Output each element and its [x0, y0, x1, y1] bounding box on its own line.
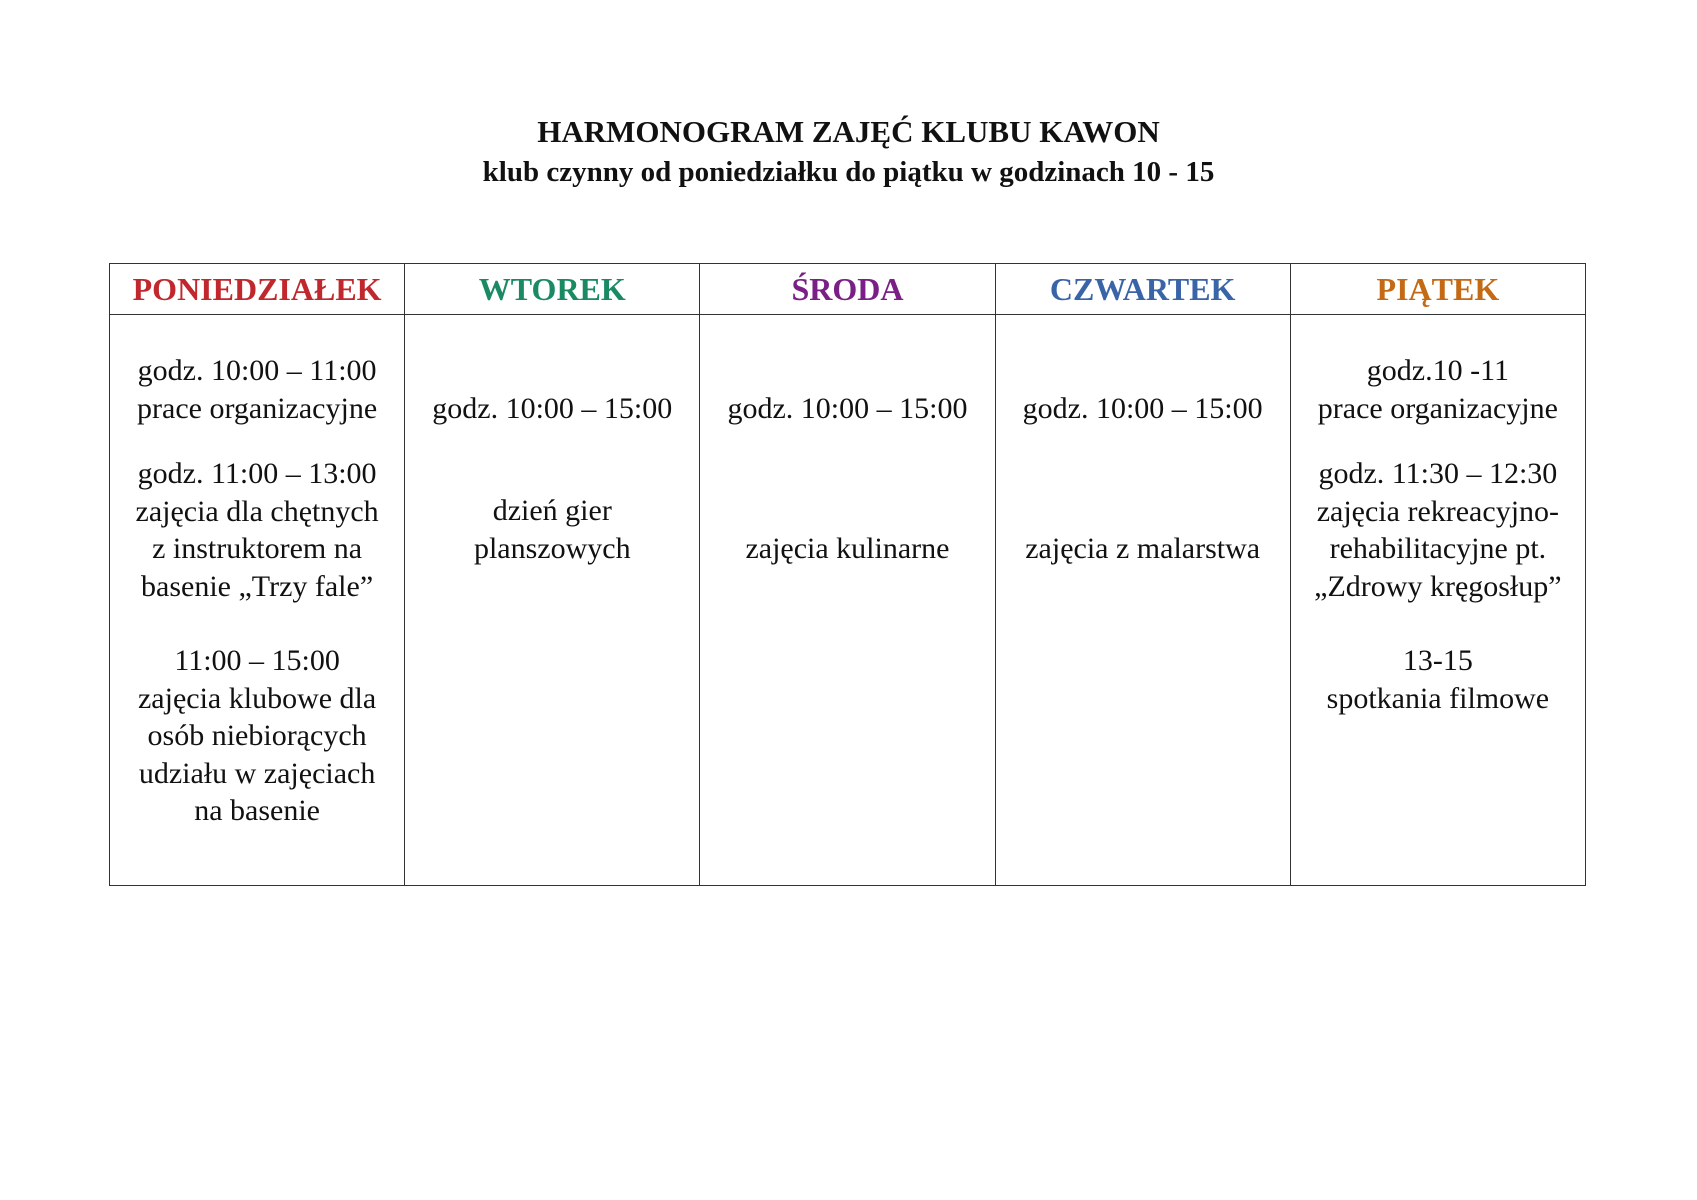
schedule-line: 11:00 – 15:00	[174, 644, 340, 677]
page-title: HARMONOGRAM ZAJĘĆ KLUBU KAWON	[537, 114, 1160, 149]
schedule-line: rehabilitacyjne pt.	[1329, 532, 1547, 565]
schedule-line: godz. 10:00 – 15:00	[432, 392, 673, 425]
page-subtitle: klub czynny od poniedziałku do piątku w godzinach 10 - 15	[482, 156, 1215, 188]
document-header	[0, 112, 1697, 192]
header-friday: PIĄTEK	[1290, 264, 1585, 315]
monday-block-3	[110, 642, 404, 830]
cell-friday	[1290, 315, 1585, 886]
schedule-line: godz.10 -11	[1366, 354, 1509, 387]
day-header-row	[110, 264, 1586, 315]
thursday-block-2	[996, 530, 1290, 568]
thursday-block-1	[996, 390, 1290, 428]
schedule-line: zajęcia z malarstwa	[1025, 532, 1261, 565]
schedule-row	[110, 315, 1586, 886]
schedule-line: zajęcia klubowe dla	[137, 681, 377, 715]
schedule-line: godz. 10:00 – 11:00	[137, 354, 377, 387]
schedule-line: zajęcia rekreacyjno-	[1316, 494, 1560, 528]
schedule-line: godz. 11:30 – 12:30	[1318, 457, 1558, 490]
schedule-line: prace organizacyjne	[137, 391, 378, 425]
wednesday-block-1	[700, 390, 994, 428]
monday-block-1	[110, 352, 404, 427]
schedule-line: godz. 10:00 – 15:00	[1022, 392, 1263, 425]
schedule-line: zajęcia kulinarne	[745, 532, 950, 565]
friday-block-2	[1291, 455, 1585, 605]
schedule-line: zajęcia dla chętnych	[135, 494, 379, 528]
tuesday-block-1	[405, 390, 699, 428]
schedule-line: z instruktorem na	[152, 532, 363, 565]
schedule-line: godz. 11:00 – 13:00	[137, 457, 377, 490]
header-tuesday: WTOREK	[405, 264, 700, 315]
header-monday: PONIEDZIAŁEK	[110, 264, 405, 315]
tuesday-block-2	[405, 492, 699, 567]
schedule-line: „Zdrowy kręgosłup”	[1314, 569, 1562, 603]
cell-wednesday	[700, 315, 995, 886]
cell-monday	[110, 315, 405, 886]
schedule-line: prace organizacyjne	[1317, 391, 1558, 425]
schedule-line: dzień gier	[492, 494, 612, 527]
header-wednesday: ŚRODA	[700, 264, 995, 315]
header-thursday: CZWARTEK	[995, 264, 1290, 315]
schedule-table	[109, 263, 1586, 886]
schedule-line: basenie „Trzy fale”	[141, 569, 374, 603]
friday-block-1	[1291, 352, 1585, 427]
schedule-line: osób niebiorących	[147, 719, 367, 752]
wednesday-block-2	[700, 530, 994, 568]
schedule-line: godz. 10:00 – 15:00	[727, 392, 968, 425]
schedule-line: 13-15	[1402, 644, 1473, 677]
schedule-line: udziału w zajęciach	[138, 756, 376, 790]
cell-thursday	[995, 315, 1290, 886]
cell-tuesday	[405, 315, 700, 886]
schedule-line: spotkania filmowe	[1326, 681, 1550, 715]
schedule-line: na basenie	[194, 794, 320, 827]
friday-block-3	[1291, 642, 1585, 717]
schedule-line: planszowych	[473, 531, 631, 565]
monday-block-2	[110, 455, 404, 605]
